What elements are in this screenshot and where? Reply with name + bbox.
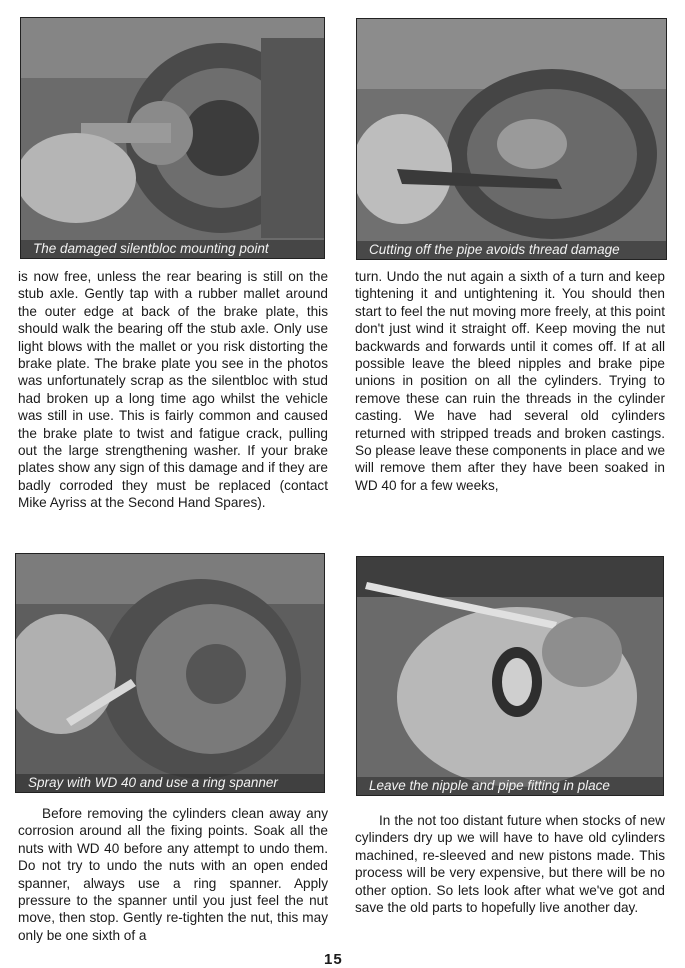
paragraph: turn. Undo the nut again a sixth of a turn and keep tightening it and untightening it. You should then start to feel the nut moving more freely, at this point don't just wind it straight off. Keep moving the nut backwards and forwards until it comes off. If at all possible leave the bleed nipples and brake pipe unions in position on all the cylinders. Trying to remove these can ruin the threads in the cylinder casting. We have had several old cylinders returned with stripped treads and broken castings. So please leave these components in place and we will remove them after they have been soaked in WD 40 for a few weeks,: [355, 269, 665, 493]
paragraph: is now free, unless the rear bearing is still on the stub axle. Gently tap with a rubber mallet around the outer edge at back of the brake plate, this should walk the bearing off the stub axle. Only use light blows with the mallet or you risk distorting the brake plate. The brake plate you see in the photos was unfortunately scrap as the silentbloc with stud had broken up a long time ago whilst the vehicle was still in use. This is fairly common and caused the brake plate to twist and fatigue crack, pulling out the large strengthening washer. If your brake plates show any sign of this damage and if they are badly corroded they must be replaced (contact Mike Ayriss at the Second Hand Spares).: [18, 269, 328, 511]
photo-brake-drum-image: [357, 19, 666, 259]
photo-caption: Cutting off the pipe avoids thread damage: [357, 241, 666, 259]
paragraph: Before removing the cylinders clean away any corrosion around all the fixing points. Soak all the nuts with WD 40 before any attempt to undo them. Do not try to undo the nuts with an open ended spanner, always use a ring spanner. Apply pressure to the spanner until you just feel the nut move, then stop. Gently re-tighten the nut, this may only be one sixth of a: [18, 806, 328, 943]
photo-caption: The damaged silentbloc mounting point: [21, 240, 324, 258]
photo-wd40-ring-spanner: [15, 553, 325, 793]
photo-cutting-pipe: [356, 18, 667, 260]
photo-brake-plate-spanner-image: [16, 554, 324, 792]
page-number: 15: [324, 951, 343, 968]
photo-brake-plate-image: [21, 18, 324, 258]
photo-nipple-pipe-fitting: [356, 556, 664, 796]
photo-caption: Leave the nipple and pipe fitting in place: [357, 777, 663, 795]
photo-silentbloc-mounting: [20, 17, 325, 259]
photo-caption: Spray with WD 40 and use a ring spanner: [16, 774, 324, 792]
photo-wheel-cylinder-image: [357, 557, 663, 795]
article-text-upper-right: [355, 268, 665, 494]
paragraph: In the not too distant future when stocks of new cylinders dry up we will have to have old cylinders machined, re-sleeved and new pistons made. This process will be very expensive, but there will be no other option. So lets look after what we've got and save the old parts to hopefully live another day.: [355, 813, 665, 916]
article-text-upper-left: [18, 268, 328, 512]
article-text-lower-right: [355, 812, 665, 916]
article-text-lower-left: [18, 805, 328, 944]
